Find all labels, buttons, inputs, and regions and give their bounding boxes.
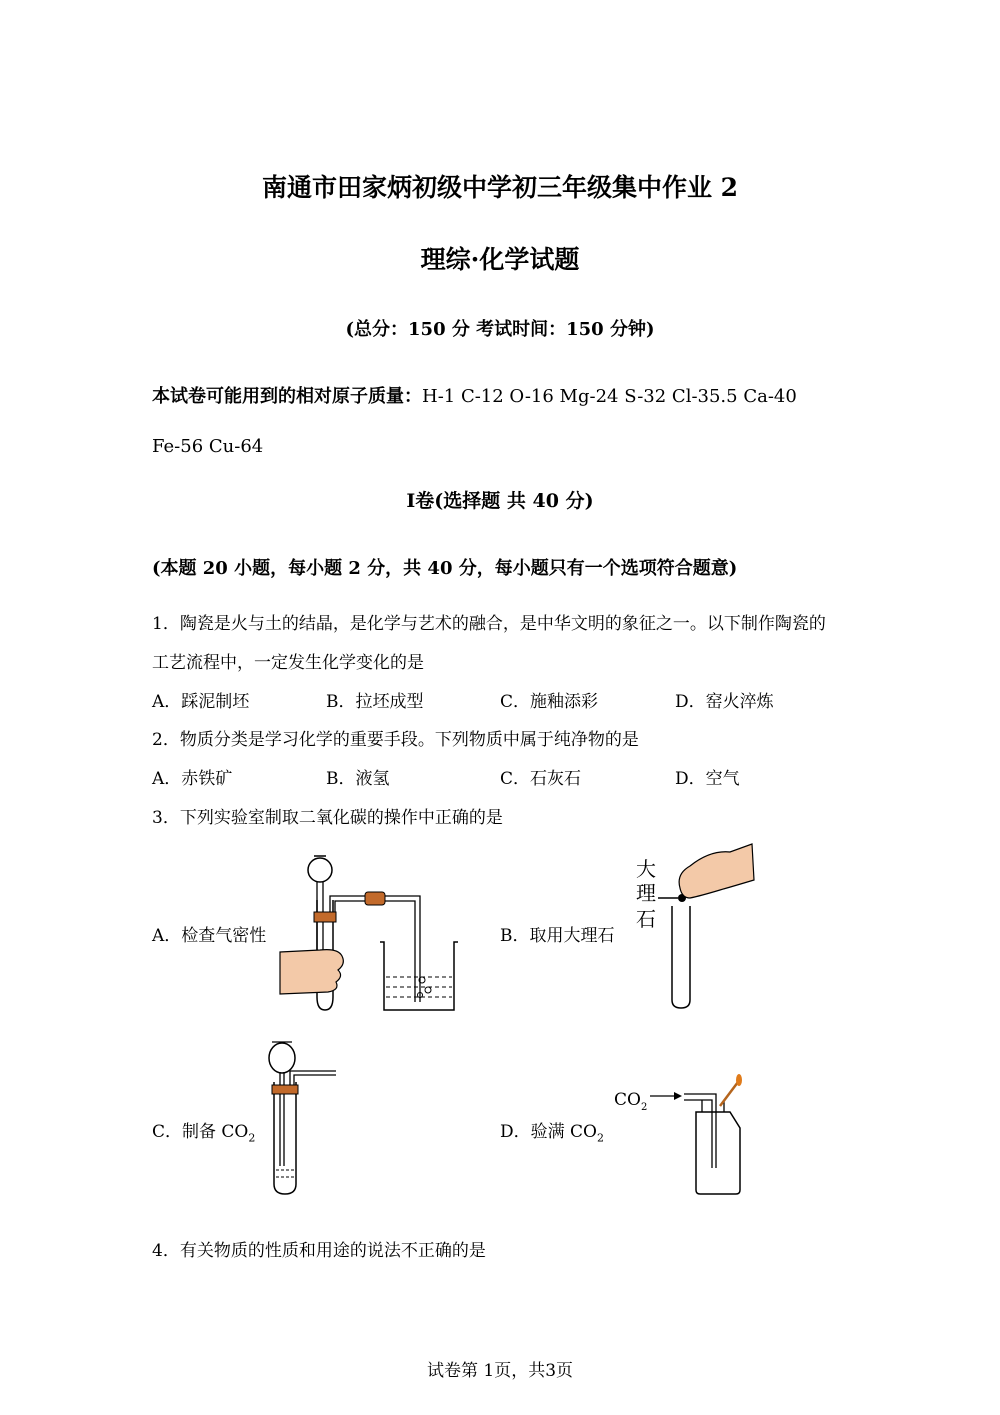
marble-char-1: 大: [636, 857, 656, 881]
figure-check-co2-full: [612, 1072, 752, 1198]
section-instruction: (本题 20 小题，每小题 2 分，共 40 分，每小题只有一个选项符合题意): [152, 558, 738, 579]
figure-take-marble: [630, 840, 760, 1012]
q3-option-d: D．验满 $CO_2$: [500, 1122, 604, 1145]
document-title: 南通市田家炳初级中学初三年级集中作业 2: [261, 173, 739, 202]
figure-airtightness-check: [280, 852, 465, 1014]
q1-option-a: A．踩泥制坯: [152, 692, 250, 712]
q1-option-d: D．窑火淬炼: [675, 692, 774, 712]
q2-option-a: A．赤铁矿: [152, 769, 233, 789]
question-4-line1: 4．有关物质的性质和用途的说法不正确的是: [152, 1241, 486, 1261]
q2-option-b: B．液氢: [326, 769, 390, 789]
question-3-line1: 3．下列实验室制取二氧化碳的操作中正确的是: [152, 808, 503, 828]
atomic-mass-label: 本试卷可能用到的相对原子质量：: [152, 386, 422, 407]
q1-option-b: B．拉坯成型: [326, 692, 424, 712]
q3-option-a: A．检查气密性: [152, 926, 267, 946]
figure-prepare-co2: [262, 1036, 342, 1198]
section-title: Ⅰ卷(选择题 共 40 分): [406, 490, 594, 512]
question-1-line2: 工艺流程中，一定发生化学变化的是: [152, 653, 424, 673]
atomic-mass-values-1: H-1 C-12 O-16 Mg-24 S-32 Cl-35.5 Ca-40: [422, 386, 797, 407]
q3-option-b: B．取用大理石: [500, 926, 615, 946]
page-footer: 试卷第 1页，共3页: [426, 1361, 574, 1381]
marble-char-3: 石: [636, 907, 656, 931]
exam-meta: (总分：150 分 考试时间：150 分钟): [345, 319, 655, 340]
q2-option-d: D．空气: [675, 769, 740, 789]
q3-option-c: C．制备 $CO_2$: [152, 1122, 256, 1145]
document-subtitle: 理综·化学试题: [420, 245, 580, 274]
q2-option-c: C．石灰石: [500, 769, 582, 789]
atomic-mass-values-2: Fe-56 Cu-64: [152, 436, 264, 457]
q1-option-c: C．施釉添彩: [500, 692, 599, 712]
co2-label: $CO_2$: [614, 1090, 648, 1113]
marble-char-2: 理: [636, 881, 656, 905]
question-2-line1: 2．物质分类是学习化学的重要手段。下列物质中属于纯净物的是: [152, 730, 639, 750]
question-1-line1: 1．陶瓷是火与土的结晶，是化学与艺术的融合，是中华文明的象征之一。以下制作陶瓷的: [152, 614, 826, 634]
atomic-mass-line: [152, 382, 797, 408]
